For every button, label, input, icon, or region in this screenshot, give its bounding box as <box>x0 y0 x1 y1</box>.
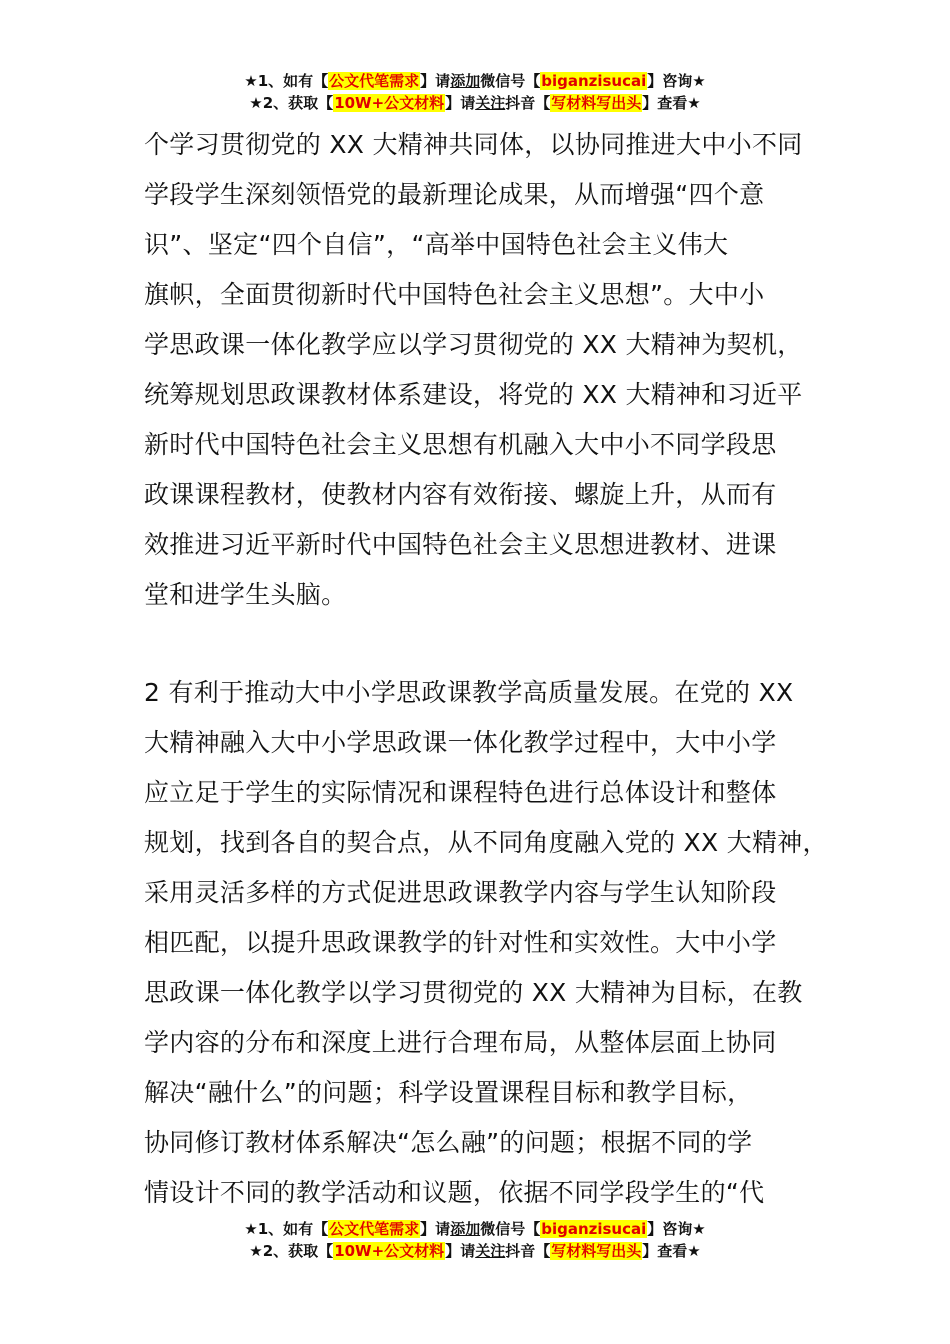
text-line: 旗帜，全面贯彻新时代中国特色社会主义思想”。大中小 <box>144 280 765 309</box>
text-line: 堂和进学生头脑。 <box>144 580 347 609</box>
banner-text: ★1、如有【 <box>244 72 329 90</box>
text-line: 协同修订教材体系解决“怎么融”的问题；根据不同的学 <box>144 1128 753 1157</box>
banner-text: 微信号【 <box>480 72 541 90</box>
emphasis-text: 添加 <box>450 1220 481 1238</box>
banner-text: 抖音【 <box>505 1242 551 1260</box>
banner-text: ★2、获取【 <box>249 94 334 112</box>
highlight-text: 公文代笔需求 <box>329 1220 420 1238</box>
text-line: 解决“融什么”的问题；科学设置课程目标和教学目标， <box>144 1078 753 1107</box>
text-line: 学思政课一体化教学应以学习贯彻党的 XX 大精神为契机， <box>144 330 803 359</box>
highlight-text: 10W+公文材料 <box>334 94 445 112</box>
banner-text: 微信号【 <box>480 1220 541 1238</box>
paragraph-1 <box>144 120 844 620</box>
header-banner <box>0 70 950 114</box>
text-line: 规划，找到各自的契合点，从不同角度融入党的 XX 大精神， <box>144 828 828 857</box>
text-line: 2 有利于推动大中小学思政课教学高质量发展。在党的 XX <box>144 678 794 707</box>
text-line: 学段学生深刻领悟党的最新理论成果，从而增强“四个意 <box>144 180 765 209</box>
text-line: 情设计不同的教学活动和议题，依据不同学段学生的“代 <box>144 1178 765 1207</box>
banner-line-2 <box>0 1240 950 1262</box>
highlight-text: biganzisucai <box>541 72 647 90</box>
text-line: 个学习贯彻党的 XX 大精神共同体，以协同推进大中小不同 <box>144 130 803 159</box>
banner-text: ★2、获取【 <box>249 1242 334 1260</box>
highlight-text: 写材料写出头 <box>551 94 642 112</box>
banner-text: 】请 <box>420 72 451 90</box>
banner-text: 】请 <box>445 94 476 112</box>
banner-line-1 <box>0 70 950 92</box>
text-line: 识”、坚定“四个自信”，“高举中国特色社会主义伟大 <box>144 230 729 259</box>
banner-text: 】咨询★ <box>647 72 706 90</box>
banner-line-2 <box>0 92 950 114</box>
text-line: 采用灵活多样的方式促进思政课教学内容与学生认知阶段 <box>144 878 777 907</box>
highlight-text: 公文代笔需求 <box>329 72 420 90</box>
text-line: 相匹配，以提升思政课教学的针对性和实效性。大中小学 <box>144 928 777 957</box>
banner-line-1 <box>0 1218 950 1240</box>
banner-text: 】请 <box>445 1242 476 1260</box>
highlight-text: biganzisucai <box>541 1220 647 1238</box>
text-line: 统筹规划思政课教材体系建设，将党的 XX 大精神和习近平 <box>144 380 803 409</box>
highlight-text: 10W+公文材料 <box>334 1242 445 1260</box>
highlight-text: 写材料写出头 <box>551 1242 642 1260</box>
text-line: 思政课一体化教学以学习贯彻党的 XX 大精神为目标，在教 <box>144 978 803 1007</box>
banner-text: 抖音【 <box>505 94 551 112</box>
text-line: 大精神融入大中小学思政课一体化教学过程中，大中小学 <box>144 728 777 757</box>
banner-text: ★1、如有【 <box>244 1220 329 1238</box>
text-line: 新时代中国特色社会主义思想有机融入大中小不同学段思 <box>144 430 777 459</box>
text-line: 应立足于学生的实际情况和课程特色进行总体设计和整体 <box>144 778 777 807</box>
emphasis-text: 添加 <box>450 72 481 90</box>
paragraph-2 <box>144 668 844 1218</box>
banner-text: 】请 <box>420 1220 451 1238</box>
emphasis-text: 关注 <box>475 1242 506 1260</box>
text-line: 学内容的分布和深度上进行合理布局，从整体层面上协同 <box>144 1028 777 1057</box>
banner-text: 】查看★ <box>642 94 701 112</box>
text-line: 效推进习近平新时代中国特色社会主义思想进教材、进课 <box>144 530 777 559</box>
banner-text: 】查看★ <box>642 1242 701 1260</box>
footer-banner <box>0 1218 950 1262</box>
text-line: 政课课程教材，使教材内容有效衔接、螺旋上升，从而有 <box>144 480 777 509</box>
emphasis-text: 关注 <box>475 94 506 112</box>
banner-text: 】咨询★ <box>647 1220 706 1238</box>
